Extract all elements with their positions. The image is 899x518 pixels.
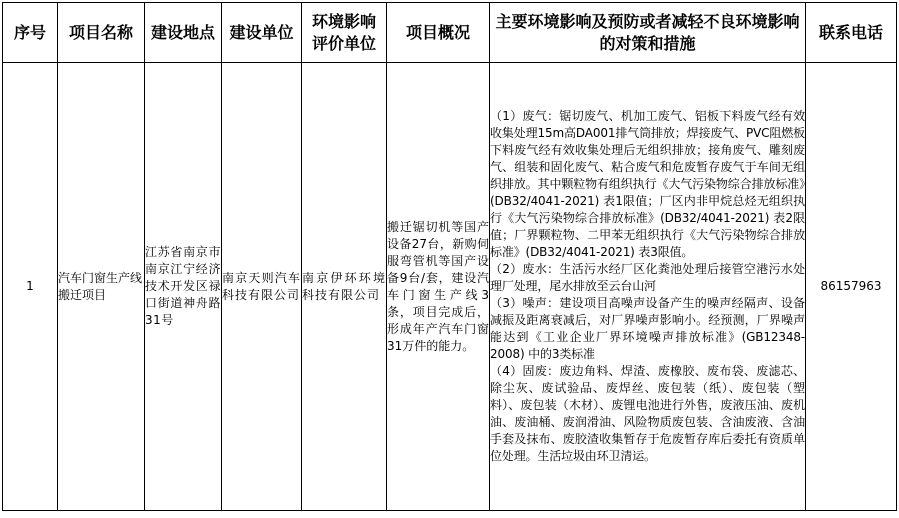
header-builder: 建设单位 <box>222 3 302 63</box>
cell-builder: 南京天则汽车科技有限公司 <box>222 63 302 511</box>
table-row <box>3 63 897 511</box>
header-row <box>3 3 897 63</box>
header-index: 序号 <box>3 3 58 63</box>
measures-air: （1）废气：锯切废气、机加工废气、铝板下料废气经有效收集处理15m高DA001排气筒排放；焊接废气、PVC阻燃板下料废气经有效收集处理后无组织排放；接角废气、雕刻废气、组装和固化废气、粘合废气和危废暂存废气于车间无组织排放。其中颗粒物有组织执行《大气污染物综合排放标准》(DB32/4041-2021) 表1限值；厂区内非甲烷总烃无组织执行《大气污染物综合排放标准》(DB32/4041-2021) 表2限值；厂界颗粒物、二甲苯无组织执行《大气污染物综合排放标准》(DB32/4041-2021) 表3限值。 <box>490 109 805 259</box>
header-overview: 项目概况 <box>387 3 490 63</box>
cell-measures <box>490 63 806 511</box>
header-measures-line2: 的对策和措施 <box>599 33 696 53</box>
header-measures-line1: 主要环境影响及预防或者减轻不良环境影响 <box>495 11 800 31</box>
header-project-name: 项目名称 <box>58 3 145 63</box>
project-table <box>2 2 897 511</box>
cell-phone: 86157963 <box>806 63 897 511</box>
measures-solid-waste: （4）固废：废边角料、焊渣、废橡胶、废布袋、废滤芯、除尘灰、废试验品、废焊丝、废包装（纸）、废包装（塑料）、废包装（木材）、废锂电池进行外售，废液压油、废机油、废油桶、废润滑油、风险物质废包装、含油废液、含油手套及抹布、废胶渣收集暂存于危废暂存库后委托有资质单位处理。生活垃圾由环卫清运。 <box>490 364 805 463</box>
header-eia-unit-line1: 环境影响 <box>311 11 376 31</box>
cell-location: 江苏省南京市南京江宁经济技术开发区禄口街道神舟路31号 <box>145 63 222 511</box>
header-eia-unit <box>302 3 387 63</box>
cell-overview: 搬迁锯切机等国产设备27台，新购伺服弯管机等国产设备9台/套，建设汽车门窗生产线3条，项目完成后，形成年产汽车门窗31万件的能力。 <box>387 63 490 511</box>
measures-noise: （3）噪声：建设项目高噪声设备产生的噪声经隔声、设备减振及距离衰减后，对厂界噪声影响小。经预测，厂界噪声能达到《工业企业厂界环境噪声排放标准》(GB12348-2008) 中的3类标准 <box>490 296 805 361</box>
header-eia-unit-line2: 评价单位 <box>311 33 376 53</box>
header-location: 建设地点 <box>145 3 222 63</box>
cell-eia-unit: 南京伊环环境科技有限公司 <box>302 63 387 511</box>
measures-water: （2）废水：生活污水经厂区化粪池处理后接管空港污水处理厂处理，尾水排放至云台山河 <box>490 262 805 293</box>
header-phone: 联系电话 <box>806 3 897 63</box>
header-measures <box>490 3 806 63</box>
cell-index: 1 <box>3 63 58 511</box>
cell-project-name: 汽车门窗生产线搬迁项目 <box>58 63 145 511</box>
